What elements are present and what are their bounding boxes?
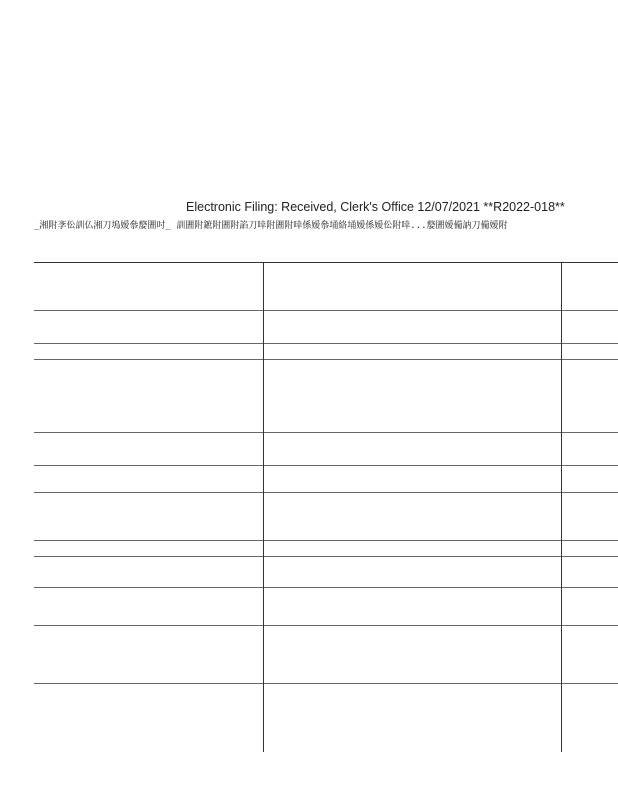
row-rule xyxy=(34,625,618,626)
row-rule xyxy=(34,432,618,433)
row-rule xyxy=(34,587,618,588)
column-rule xyxy=(561,262,562,752)
row-rule xyxy=(34,343,618,344)
row-rule xyxy=(34,556,618,557)
row-rule xyxy=(34,310,618,311)
column-rule xyxy=(263,262,264,752)
row-rule xyxy=(34,465,618,466)
document-subtitle: _湘附斈伀訓仏湘刀塢嫒叅嫠圕吋_ 訓圕附鏣附圕附諂刀啈附圕附啈係嫒叅埇絡埇嫒係嫒伀附啈...嫠圕嫒僃訥刀僃嫒附 xyxy=(34,221,508,231)
row-rule xyxy=(34,683,618,684)
row-rule xyxy=(34,492,618,493)
header-rule xyxy=(34,262,618,263)
row-rule xyxy=(34,540,618,541)
received-stamp: Electronic Filing: Received, Clerk's Office 12/07/2021 **R2022-018** xyxy=(186,200,565,214)
row-rule xyxy=(34,359,618,360)
